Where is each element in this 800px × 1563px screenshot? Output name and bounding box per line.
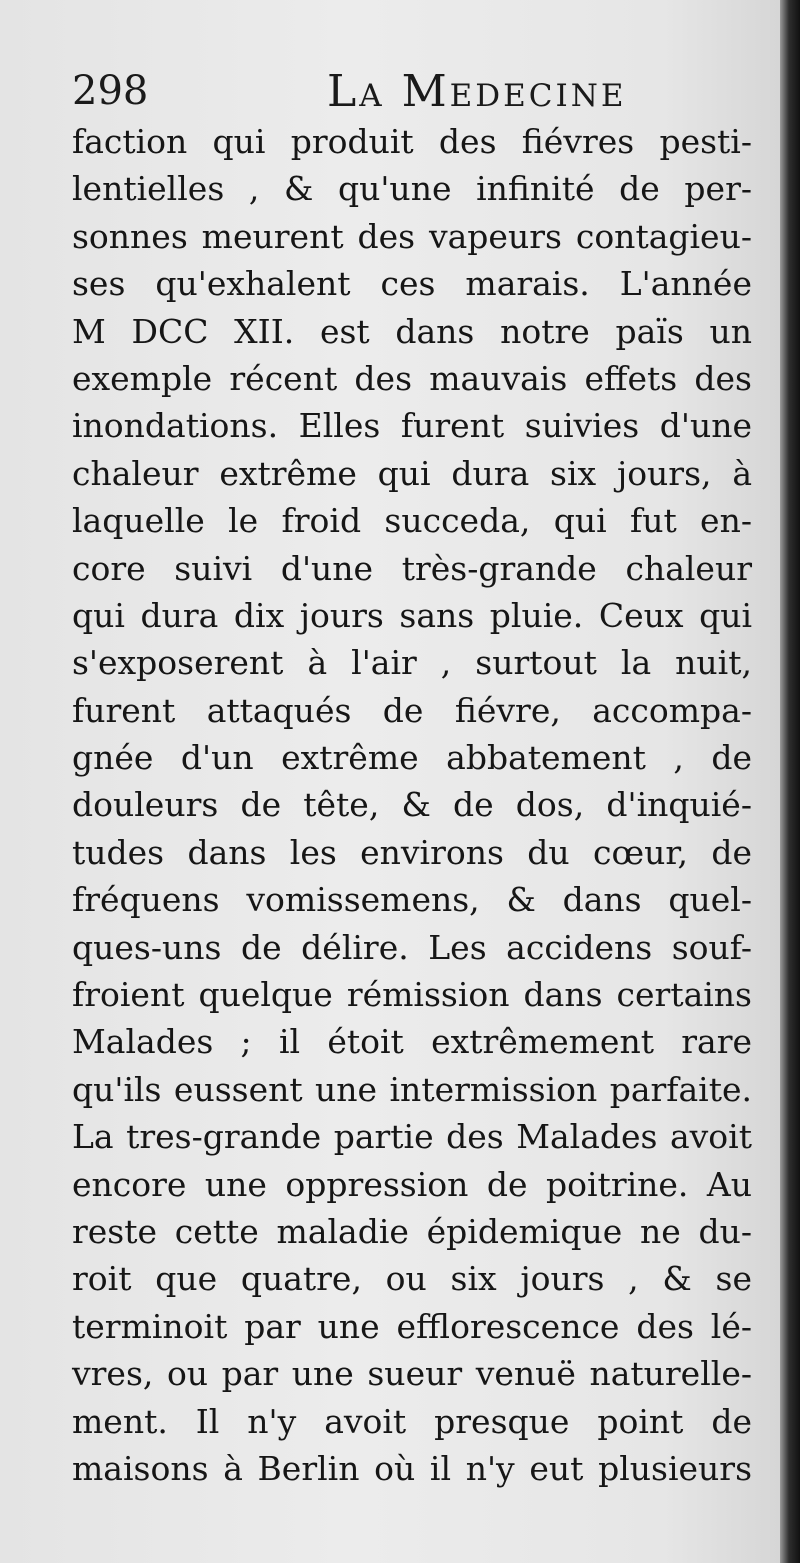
text-line: froient quelque rémission dans certains <box>72 975 752 1015</box>
text-line: M DCC XII. est dans notre païs un <box>72 311 752 351</box>
text-line: s'exposerent à l'air , surtout la nuit, <box>72 643 752 683</box>
text-line: ses qu'exhalent ces marais. L'année <box>72 264 752 304</box>
text-line: faction qui produit des fiévres pesti- <box>72 122 752 161</box>
text-line: terminoit par une efflorescence des lé- <box>72 1306 752 1346</box>
text-line: qu'ils eussent une intermission parfaite. <box>72 1069 752 1109</box>
running-head-title: La Medecine <box>327 66 627 117</box>
text-line: furent attaqués de fiévre, accompa- <box>72 690 752 730</box>
text-line: douleurs de tête, & de dos, d'inquié- <box>72 785 752 825</box>
text-line: ment. Il n'y avoit presque point de <box>72 1401 752 1441</box>
text-line: exemple récent des mauvais effets des <box>72 358 752 398</box>
text-line: maisons à Berlin où il n'y eut plusieurs <box>72 1448 752 1488</box>
text-line: inondations. Elles furent suivies d'une <box>72 406 752 446</box>
text-line: reste cette maladie épidemique ne du- <box>72 1211 752 1251</box>
text-line: Malades ; il étoit extrêmement rare <box>72 1022 752 1062</box>
text-line: core suivi d'une très-grande chaleur <box>72 548 752 588</box>
text-line: encore une oppression de poitrine. Au <box>72 1164 752 1204</box>
text-line: laquelle le froid succeda, qui fut en- <box>72 501 752 541</box>
text-line: sonnes meurent des vapeurs contagieu- <box>72 216 752 256</box>
text-line: vres, ou par une sueur venuë naturelle- <box>72 1354 752 1394</box>
text-line: gnée d'un extrême abbatement , de <box>72 738 752 778</box>
page-edge-shadow <box>780 0 800 1563</box>
text-line: ques-uns de délire. Les accidens souf- <box>72 927 752 967</box>
running-head <box>72 62 752 122</box>
text-line: roit que quatre, ou six jours , & se <box>72 1259 752 1299</box>
text-line: fréquens vomissemens, & dans quel- <box>72 880 752 920</box>
text-line: chaleur extrême qui dura six jours, à <box>72 453 752 493</box>
text-line: qui dura dix jours sans pluie. Ceux qui <box>72 595 752 635</box>
text-line: La tres-grande partie des Malades avoit <box>72 1117 752 1157</box>
page-number: 298 <box>72 68 149 114</box>
body-text <box>72 118 752 1492</box>
text-line: lentielles , & qu'une infinité de per- <box>72 169 752 209</box>
text-line: tudes dans les environs du cœur, de <box>72 832 752 872</box>
